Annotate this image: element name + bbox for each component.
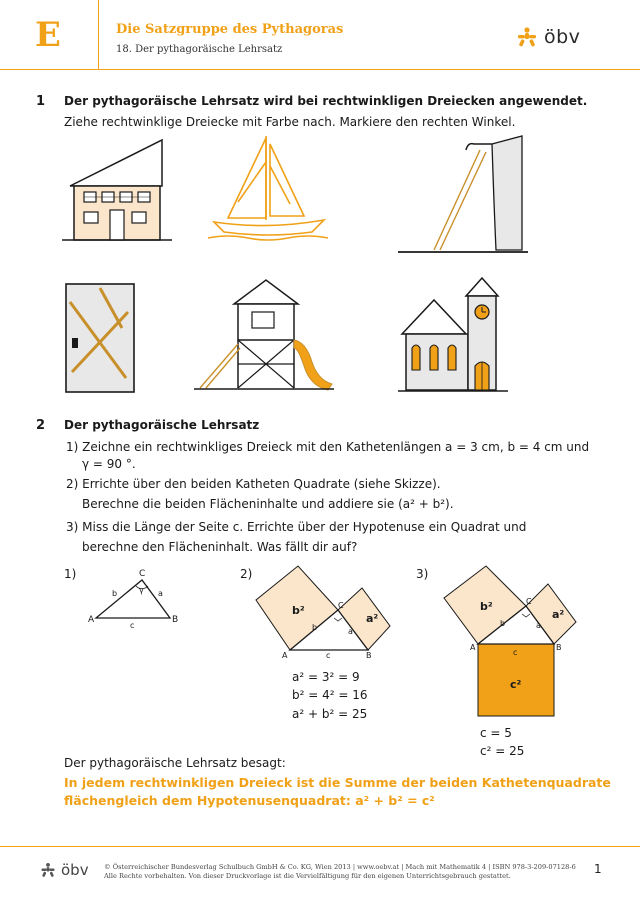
result-line-1: In jedem rechtwinkligen Dreieck ist die Summe der beiden Kathetenquadrate: [64, 775, 611, 790]
side-b-label: b: [500, 619, 506, 628]
task-2-step-2: 2) Errichte über den beiden Katheten Quadrate (siehe Skizze).: [66, 477, 441, 491]
side-b-label: b: [112, 589, 118, 598]
footer-rule: [0, 846, 640, 847]
sketch-2-squares: [254, 566, 394, 664]
task-2-step-3-cont: berechne den Flächeninhalt. Was fällt dir auf?: [82, 540, 358, 554]
vertex-a-label: A: [470, 643, 476, 652]
chapter-letter: E: [35, 15, 61, 55]
vertex-a-label: A: [88, 615, 95, 625]
header-divider: [98, 0, 99, 70]
footer-logo: öbv: [40, 861, 89, 879]
task-1-number: 1: [36, 94, 46, 109]
footer-copyright: [104, 863, 576, 881]
sketch-3-squares: [442, 566, 582, 726]
task-2-step-2-cont: Berechne die beiden Flächeninhalte und addiere sie (a² + b²).: [82, 497, 454, 511]
task-2-number: 2: [36, 418, 46, 433]
gamma-label: γ: [139, 586, 144, 595]
task-2-title: Der pythagoräische Lehrsatz: [64, 418, 260, 432]
vertex-a-label: A: [282, 651, 288, 660]
vertex-c-label: C: [338, 601, 344, 610]
house-illustration: [62, 136, 172, 246]
statement-intro: Der pythagoräische Lehrsatz besagt:: [64, 756, 286, 770]
vertex-b-label: B: [556, 643, 562, 652]
square-a2-label: a²: [552, 608, 565, 621]
page-number: 1: [594, 862, 602, 876]
chapter-title: Die Satzgruppe des Pythagoras: [116, 22, 344, 37]
task-2-step-1: 1) Zeichne ein rechtwinkliges Dreieck mit den Kathetenlängen a = 3 cm, b = 4 cm und: [66, 440, 590, 454]
calc-a2: a² = 3² = 9: [292, 670, 360, 684]
vertex-c-label: C: [526, 597, 532, 606]
sketch-3-label: 3): [416, 567, 429, 581]
side-c-label: c: [513, 648, 518, 657]
sailboat-illustration: [208, 134, 328, 246]
section-title: 18. Der pythagoräische Lehrsatz: [116, 44, 283, 55]
task-1-title: Der pythagoräische Lehrsatz wird bei rechtwinkligen Dreiecken angewendet.: [64, 94, 588, 108]
calc-b2: b² = 4² = 16: [292, 688, 368, 702]
calc-sum: a² + b² = 25: [292, 707, 368, 721]
task-2-step-1-cont: γ = 90 °.: [82, 457, 136, 471]
vertex-b-label: B: [172, 615, 179, 625]
side-b-label: b: [312, 623, 318, 632]
side-c-label: c: [130, 621, 135, 630]
door-illustration: [64, 282, 136, 394]
page-header: [0, 0, 640, 70]
square-c2-label: c²: [510, 678, 522, 691]
publisher-star-icon: [40, 862, 56, 878]
vertex-c-label: C: [139, 569, 146, 579]
footer-line-2: Alle Rechte vorbehalten. Von dieser Druckvorlage ist die Vervielfältigung für den eigenen Unterrichtsgebrauch gestattet.: [104, 872, 511, 880]
calc-c: c = 5: [480, 726, 512, 740]
tower-slide-illustration: [194, 278, 334, 394]
header-rule: [0, 69, 640, 70]
sketch-2-label: 2): [240, 567, 253, 581]
sketch-1-triangle: [84, 566, 184, 630]
ladder-illustration: [398, 136, 528, 260]
square-a2-label: a²: [366, 612, 379, 625]
side-a-label: a: [348, 627, 353, 636]
church-illustration: [398, 274, 508, 394]
sketch-1-label: 1): [64, 567, 77, 581]
result-line-2: flächengleich dem Hypotenusenquadrat: a² + b² = c²: [64, 793, 435, 808]
footer-line-1: © Österreichischer Bundesverlag Schulbuch GmbH & Co. KG, Wien 2013 | www.oebv.at | Mach mit Mathematik 4 | ISBN 978-3-209-07128-6: [104, 863, 576, 871]
vertex-b-label: B: [366, 651, 372, 660]
side-c-label: c: [326, 651, 331, 660]
side-a-label: a: [536, 621, 541, 630]
square-b2-label: b²: [480, 600, 493, 613]
publisher-star-icon: [516, 26, 538, 48]
calc-c2: c² = 25: [480, 744, 525, 758]
side-a-label: a: [158, 589, 163, 598]
publisher-logo: öbv: [516, 26, 580, 48]
task-1-instruction: Ziehe rechtwinklige Dreiecke mit Farbe nach. Markiere den rechten Winkel.: [64, 115, 516, 129]
square-b2-label: b²: [292, 604, 305, 617]
task-2-step-3: 3) Miss die Länge der Seite c. Errichte über der Hypotenuse ein Quadrat und: [66, 520, 527, 534]
